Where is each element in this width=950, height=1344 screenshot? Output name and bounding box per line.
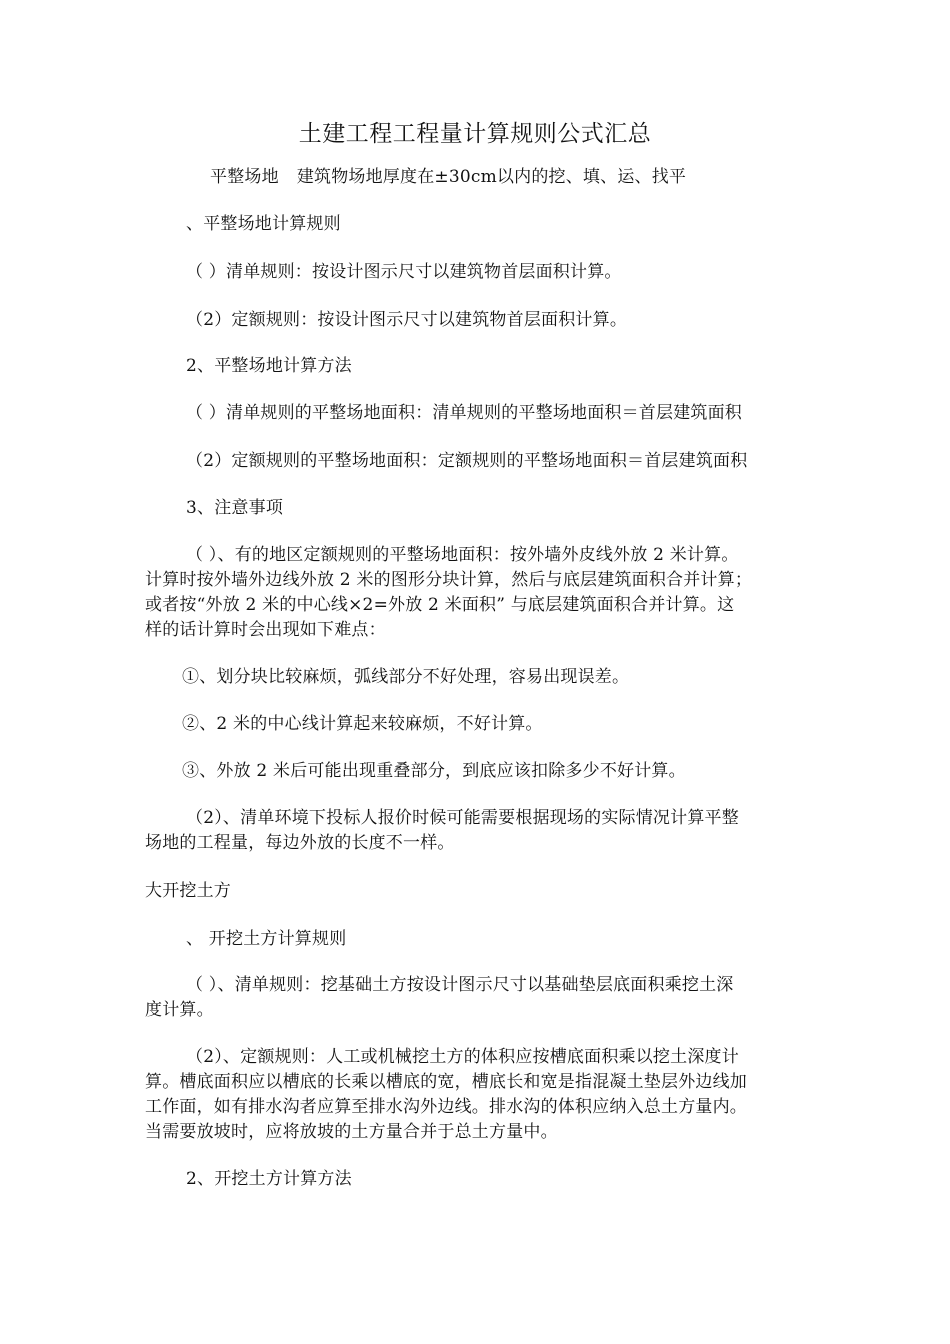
section-heading: 2、开挖土方计算方法 bbox=[186, 1169, 352, 1189]
paragraph-line: （ ）清单规则：按设计图示尺寸以建筑物首层面积计算。 bbox=[186, 262, 622, 282]
list-item: ②、2 米的中心线计算起来较麻烦，不好计算。 bbox=[182, 714, 543, 734]
section-title: 大开挖土方 bbox=[145, 881, 231, 901]
paragraph-line: （2）、定额规则：人工或机械挖土方的体积应按槽底面积乘以挖土深度计 bbox=[186, 1047, 739, 1067]
paragraph-line: （ ）、有的地区定额规则的平整场地面积：按外墙外皮线外放 2 米计算。 bbox=[186, 545, 739, 565]
list-item: ①、划分块比较麻烦，弧线部分不好处理，容易出现误差。 bbox=[182, 667, 630, 687]
paragraph-line: 样的话计算时会出现如下难点： bbox=[145, 620, 386, 640]
intro-term: 平整场地 bbox=[210, 167, 279, 187]
paragraph-line: （2）定额规则的平整场地面积：定额规则的平整场地面积＝首层建筑面积 bbox=[186, 451, 748, 471]
paragraph-line: 当需要放坡时，应将放坡的土方量合并于总土方量中。 bbox=[145, 1122, 558, 1142]
list-item: ③、外放 2 米后可能出现重叠部分，到底应该扣除多少不好计算。 bbox=[182, 761, 686, 781]
paragraph-line: 算。槽底面积应以槽底的长乘以槽底的宽，槽底长和宽是指混凝土垫层外边线加 bbox=[145, 1072, 747, 1092]
section-heading: 3、注意事项 bbox=[186, 498, 284, 518]
paragraph-line: 工作面，如有排水沟者应算至排水沟外边线。排水沟的体积应纳入总土方量内。 bbox=[145, 1097, 747, 1117]
intro-line bbox=[210, 166, 686, 188]
paragraph-line: （ ）清单规则的平整场地面积：清单规则的平整场地面积＝首层建筑面积 bbox=[186, 403, 743, 423]
paragraph-line: （2）、清单环境下投标人报价时候可能需要根据现场的实际情况计算平整 bbox=[186, 808, 739, 828]
paragraph-line: （ ）、清单规则：挖基础土方按设计图示尺寸以基础垫层底面积乘挖土深 bbox=[186, 975, 734, 995]
paragraph-line: 场地的工程量，每边外放的长度不一样。 bbox=[145, 833, 455, 853]
intro-text: 建筑物场地厚度在±30cm以内的挖、填、运、找平 bbox=[296, 167, 687, 187]
paragraph-line: 计算时按外墙外边线外放 2 米的图形分块计算，然后与底层建筑面积合并计算； bbox=[145, 570, 753, 590]
paragraph-line: 度计算。 bbox=[145, 1000, 214, 1020]
section-heading: 、平整场地计算规则 bbox=[186, 214, 341, 234]
paragraph-line: （2）定额规则：按设计图示尺寸以建筑物首层面积计算。 bbox=[186, 310, 628, 330]
section-heading: 、 开挖土方计算规则 bbox=[186, 929, 347, 949]
paragraph-line: 或者按“外放 2 米的中心线×2=外放 2 米面积” 与底层建筑面积合并计算。这 bbox=[145, 595, 735, 615]
section-heading: 2、平整场地计算方法 bbox=[186, 356, 352, 376]
document-title: 土建工程工程量计算规则公式汇总 bbox=[298, 121, 652, 147]
